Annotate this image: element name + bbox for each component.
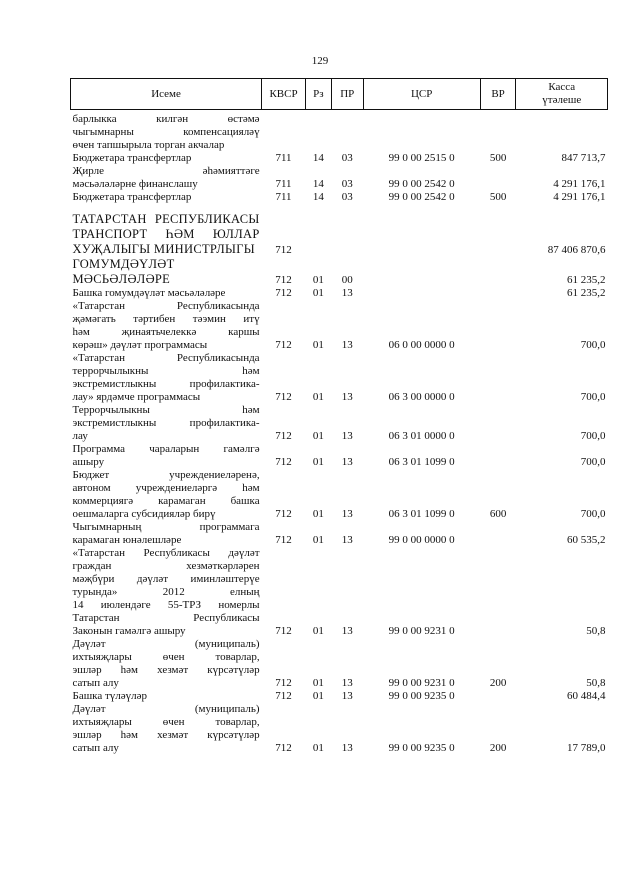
row-rz: 01 xyxy=(312,676,324,689)
row-csr: 06 0 00 0000 0 xyxy=(388,338,455,351)
row-name xyxy=(71,469,262,521)
row-rz xyxy=(305,110,331,152)
row-name-line: автоном учреждениеләргә һәм xyxy=(72,481,260,494)
row-amount: 700,0 xyxy=(580,507,606,520)
row-pr: 03 xyxy=(341,190,353,203)
row-vr xyxy=(480,352,516,404)
table-row xyxy=(71,638,608,690)
row-name-line: Программа чараларын гамәлгә xyxy=(72,442,260,455)
header-amount-line: Касса xyxy=(548,81,576,93)
row-csr: 99 0 00 2542 0 xyxy=(388,177,455,190)
row-kvsr: 711 xyxy=(275,151,292,164)
row-vr xyxy=(480,547,516,638)
row-csr: 06 3 01 1099 0 xyxy=(388,455,455,468)
table-row xyxy=(71,287,608,300)
row-vr: 200 xyxy=(489,741,507,754)
row-pr: 13 xyxy=(341,741,353,754)
row-amount: 60 484,4 xyxy=(567,689,606,702)
row-name-line: оешмаларга субсидияләр бирү xyxy=(72,507,216,520)
row-kvsr xyxy=(262,110,306,152)
row-pr: 13 xyxy=(341,390,353,403)
row-name-line: МӘСЬӘЛӘЛӘРЕ xyxy=(72,271,171,286)
row-name-line: Дәүләт (муниципаль) xyxy=(72,637,260,650)
row-name-line: Җирле әһәмияттәге xyxy=(72,164,260,177)
row-name xyxy=(71,165,262,191)
row-name xyxy=(71,204,262,257)
row-name xyxy=(71,703,262,755)
row-name-line: мәсьәләләрне финанслашу xyxy=(72,177,198,190)
header-csr: ЦСР xyxy=(363,79,480,110)
row-name-line: турында» 2012 елның xyxy=(72,585,260,598)
row-csr: 99 0 00 9231 0 xyxy=(388,676,455,689)
row-name-line: ГОМУМДӘҮЛӘТ xyxy=(72,256,175,271)
row-kvsr: 712 xyxy=(275,286,292,299)
row-vr xyxy=(480,521,516,547)
table-row xyxy=(71,469,608,521)
row-rz: 01 xyxy=(312,273,324,286)
row-name xyxy=(71,547,262,638)
row-pr: 03 xyxy=(341,151,353,164)
row-name-line: ихтыяҗлары өчен товарлар, xyxy=(72,715,260,728)
row-name xyxy=(71,690,262,703)
row-name xyxy=(71,352,262,404)
row-vr xyxy=(480,110,516,152)
row-rz: 01 xyxy=(312,390,324,403)
table-row xyxy=(71,352,608,404)
row-name-line: эшләр һәм хезмәт күрсәтүләр xyxy=(72,663,260,676)
header-amount xyxy=(516,79,608,110)
table-row xyxy=(71,257,608,287)
row-name-line: коммерциягә карамаган башка xyxy=(72,494,260,507)
row-name-line: Татарстан Республикасы xyxy=(72,611,260,624)
row-csr xyxy=(363,110,480,152)
table-row xyxy=(71,165,608,191)
row-name-line: сатып алу xyxy=(72,741,119,754)
row-name xyxy=(71,404,262,443)
row-amount: 87 406 870,6 xyxy=(547,243,606,256)
row-csr xyxy=(363,257,480,287)
row-kvsr: 712 xyxy=(275,338,292,351)
row-csr: 99 0 00 9231 0 xyxy=(388,624,455,637)
row-name-line: ашыру xyxy=(72,455,105,468)
row-name-line: Дәүләт (муниципаль) xyxy=(72,702,260,715)
row-rz: 01 xyxy=(312,338,324,351)
row-csr: 99 0 00 2542 0 xyxy=(388,190,455,203)
row-name-line: 14 июлендәге 55-ТРЗ номерлы xyxy=(72,598,260,611)
table-header xyxy=(71,79,608,110)
row-name-line: ихтыяҗлары өчен товарлар, xyxy=(72,650,260,663)
row-name-line: көрәш» дәүләт программасы xyxy=(72,338,208,351)
table-row xyxy=(71,204,608,257)
row-amount: 4 291 176,1 xyxy=(553,177,606,190)
row-name-line: «Татарстан Республикасы дәүләт xyxy=(72,546,260,559)
row-pr: 03 xyxy=(341,177,353,190)
row-name xyxy=(71,110,262,152)
row-vr: 500 xyxy=(489,151,507,164)
row-rz: 14 xyxy=(312,151,324,164)
row-name xyxy=(71,191,262,204)
table-row xyxy=(71,404,608,443)
row-pr: 13 xyxy=(341,533,353,546)
row-kvsr: 712 xyxy=(275,533,292,546)
row-amount: 847 713,7 xyxy=(561,151,606,164)
row-name-line: Башка түләүләр xyxy=(72,689,148,702)
row-vr xyxy=(480,165,516,191)
row-name-line: экстремистлыкны профилактика- xyxy=(72,416,260,429)
row-amount: 17 789,0 xyxy=(567,741,606,754)
header-name: Исеме xyxy=(71,79,262,110)
row-vr xyxy=(480,204,516,257)
table-row xyxy=(71,703,608,755)
row-name-line: Террорчылыкны һәм xyxy=(72,403,260,416)
row-csr xyxy=(363,204,480,257)
row-name-line: эшләр һәм хезмәт күрсәтүләр xyxy=(72,728,260,741)
row-pr: 13 xyxy=(341,286,353,299)
row-pr: 13 xyxy=(341,689,353,702)
row-pr: 13 xyxy=(341,338,353,351)
row-kvsr: 712 xyxy=(275,676,292,689)
row-kvsr: 712 xyxy=(275,273,292,286)
row-amount: 61 235,2 xyxy=(567,273,606,286)
row-vr: 600 xyxy=(489,507,507,520)
row-name-line: мәҗбүри дәүләт иминләштерүе xyxy=(72,572,260,585)
row-kvsr: 712 xyxy=(275,741,292,754)
row-pr: 13 xyxy=(341,455,353,468)
row-name-line: өчен тапшырыла торган акчалар xyxy=(72,138,225,151)
row-rz: 01 xyxy=(312,286,324,299)
row-vr xyxy=(480,443,516,469)
row-amount: 61 235,2 xyxy=(567,286,606,299)
row-rz: 14 xyxy=(312,177,324,190)
row-kvsr: 712 xyxy=(275,455,292,468)
row-name xyxy=(71,152,262,165)
row-name-line: җәмәгать тәртибен тәэмин итү xyxy=(72,312,260,325)
row-rz: 01 xyxy=(312,533,324,546)
row-rz: 01 xyxy=(312,741,324,754)
row-name-line: барлыкка килгән өстәмә xyxy=(72,112,260,125)
row-vr: 500 xyxy=(489,190,507,203)
row-name xyxy=(71,257,262,287)
row-name-line: Башка гомумдәүләт мәсьәләләре xyxy=(72,286,226,299)
row-rz: 01 xyxy=(312,507,324,520)
table-row xyxy=(71,152,608,165)
row-rz xyxy=(305,204,331,257)
table-row xyxy=(71,521,608,547)
row-vr xyxy=(480,287,516,300)
row-name-line: карамаган юнәлешләре xyxy=(72,533,182,546)
row-rz: 14 xyxy=(312,190,324,203)
table-body xyxy=(71,110,608,755)
row-csr xyxy=(363,287,480,300)
row-name xyxy=(71,521,262,547)
row-name-line: сатып алу xyxy=(72,676,119,689)
row-kvsr: 711 xyxy=(275,177,292,190)
row-name-line: Бюджет учреждениеләренә, xyxy=(72,468,260,481)
row-name-line: «Татарстан Республикасында xyxy=(72,299,260,312)
row-amount: 4 291 176,1 xyxy=(553,190,606,203)
row-vr xyxy=(480,404,516,443)
row-amount: 60 535,2 xyxy=(567,533,606,546)
table-row xyxy=(71,690,608,703)
row-pr xyxy=(331,204,363,257)
row-name-line: Чыгымнарның программага xyxy=(72,520,260,533)
table-row xyxy=(71,547,608,638)
row-csr: 99 0 00 9235 0 xyxy=(388,689,455,702)
row-kvsr: 712 xyxy=(275,243,292,256)
header-rz: Рз xyxy=(305,79,331,110)
row-name-line: Бюджетара трансфертлар xyxy=(72,151,192,164)
page-number: 129 xyxy=(311,55,329,67)
row-amount xyxy=(516,110,608,152)
row-pr xyxy=(331,110,363,152)
row-name-line: граждан хезмәткәрләрен xyxy=(72,559,260,572)
row-vr: 200 xyxy=(489,676,507,689)
header-vr: ВР xyxy=(480,79,516,110)
row-name xyxy=(71,287,262,300)
row-vr xyxy=(480,300,516,352)
row-name-line: һәм җинаятьчелеккә каршы xyxy=(72,325,260,338)
row-csr: 06 3 00 0000 0 xyxy=(388,390,455,403)
table-row xyxy=(71,191,608,204)
row-vr xyxy=(480,690,516,703)
row-rz: 01 xyxy=(312,429,324,442)
row-amount: 50,8 xyxy=(586,676,606,689)
row-csr: 99 0 00 9235 0 xyxy=(388,741,455,754)
row-pr: 13 xyxy=(341,429,353,442)
row-csr: 06 3 01 0000 0 xyxy=(388,429,455,442)
row-kvsr: 712 xyxy=(275,429,292,442)
budget-table xyxy=(70,78,608,755)
row-amount: 50,8 xyxy=(586,624,606,637)
table-row xyxy=(71,443,608,469)
row-name-line: лау» ярдәмче программасы xyxy=(72,390,201,403)
row-csr: 06 3 01 1099 0 xyxy=(388,507,455,520)
row-pr: 00 xyxy=(341,273,353,286)
row-pr: 13 xyxy=(341,507,353,520)
row-name-line: экстремистлыкны профилактика- xyxy=(72,377,260,390)
row-amount: 700,0 xyxy=(580,390,606,403)
row-name-line: лау xyxy=(72,429,88,442)
row-pr: 13 xyxy=(341,676,353,689)
row-name xyxy=(71,443,262,469)
header-pr: ПР xyxy=(331,79,363,110)
header-amount-line: үтәлеше xyxy=(542,94,582,106)
row-csr: 99 0 00 0000 0 xyxy=(388,533,455,546)
row-amount: 700,0 xyxy=(580,338,606,351)
row-vr xyxy=(480,257,516,287)
table-row xyxy=(71,110,608,152)
row-name-line: Законын гамәлгә ашыру xyxy=(72,624,186,637)
row-kvsr: 712 xyxy=(275,390,292,403)
row-name-line: ТРАНСПОРТ ҺӘМ ЮЛЛАР xyxy=(72,226,260,241)
row-amount: 700,0 xyxy=(580,429,606,442)
row-kvsr: 712 xyxy=(275,507,292,520)
row-name xyxy=(71,638,262,690)
row-name-line: «Татарстан Республикасында xyxy=(72,351,260,364)
row-name xyxy=(71,300,262,352)
row-rz: 01 xyxy=(312,624,324,637)
row-kvsr: 712 xyxy=(275,689,292,702)
row-name-line: ХУҖАЛЫГЫ МИНИСТРЛЫГЫ xyxy=(72,241,255,256)
row-name-line: террорчылыкны һәм xyxy=(72,364,260,377)
header-kvsr: КВСР xyxy=(262,79,306,110)
row-amount: 700,0 xyxy=(580,455,606,468)
row-kvsr: 712 xyxy=(275,624,292,637)
row-name-line: ТАТАРСТАН РЕСПУБЛИКАСЫ xyxy=(72,211,260,226)
row-name-line: Бюджетара трансфертлар xyxy=(72,190,192,203)
row-pr: 13 xyxy=(341,624,353,637)
table-row xyxy=(71,300,608,352)
row-rz: 01 xyxy=(312,455,324,468)
row-kvsr: 711 xyxy=(275,190,292,203)
row-csr: 99 0 00 2515 0 xyxy=(388,151,455,164)
row-name-line: чыгымнарны компенсацияләү xyxy=(72,125,260,138)
row-rz: 01 xyxy=(312,689,324,702)
